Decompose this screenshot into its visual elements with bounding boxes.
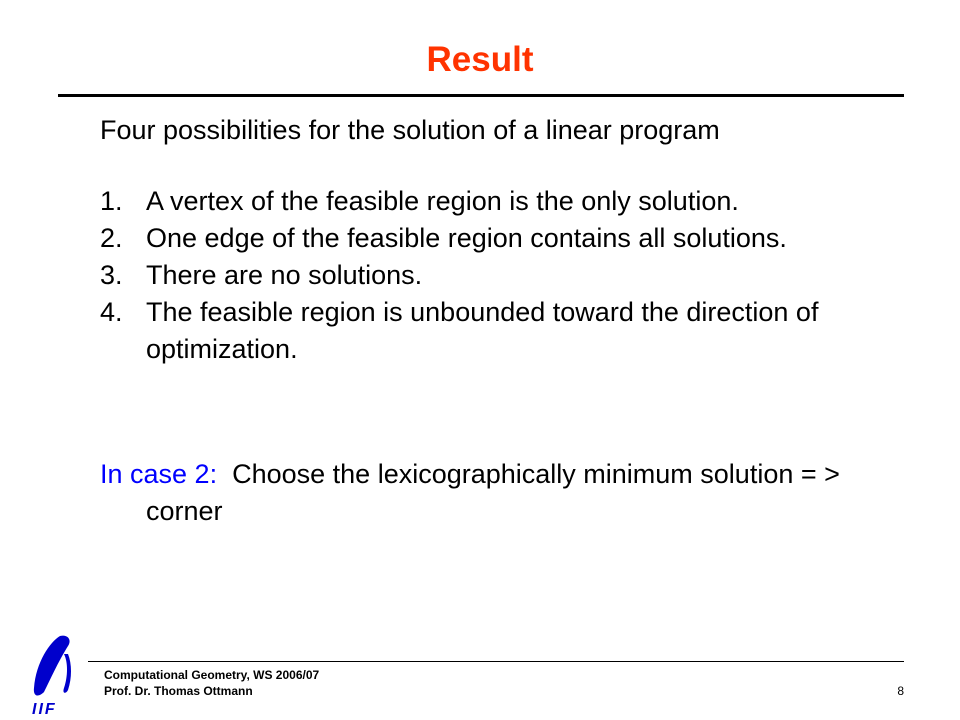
footer-course: Computational Geometry, WS 2006/07: [104, 668, 320, 682]
slide-title: Result: [426, 40, 534, 79]
list-item-number: 1.: [100, 186, 123, 216]
list-item: [100, 183, 880, 220]
case-note: [100, 456, 880, 530]
list-item-number: 2.: [100, 223, 123, 253]
title-divider: [58, 94, 904, 97]
possibilities-list: [100, 183, 880, 368]
footer-author: Prof. Dr. Thomas Ottmann: [104, 684, 253, 698]
list-item: [100, 294, 880, 368]
list-item-text: There are no solutions.: [146, 260, 423, 290]
iif-logo: [24, 632, 84, 718]
logo-swoosh: [34, 636, 70, 696]
list-item-text: A vertex of the feasible region is the only solution.: [146, 186, 739, 216]
intro-text: Four possibilities for the solution of a linear program: [100, 115, 720, 145]
page-number: 8: [897, 684, 904, 698]
list-item-text: One edge of the feasible region contains all solutions.: [146, 223, 787, 253]
list-item-text: The feasible region is unbounded toward the direction of optimization.: [146, 297, 819, 364]
case-note-text: Choose the lexicographically minimum solution = > corner: [146, 459, 840, 526]
logo-lettering: IIF: [32, 701, 57, 718]
slide-body: [100, 112, 880, 530]
list-item-number: 4.: [100, 297, 123, 327]
list-item-number: 3.: [100, 260, 123, 290]
logo-accent: [63, 654, 71, 693]
list-item: [100, 220, 880, 257]
list-item: [100, 257, 880, 294]
footer-divider: [88, 661, 904, 662]
case-note-label: In case 2:: [100, 459, 218, 489]
